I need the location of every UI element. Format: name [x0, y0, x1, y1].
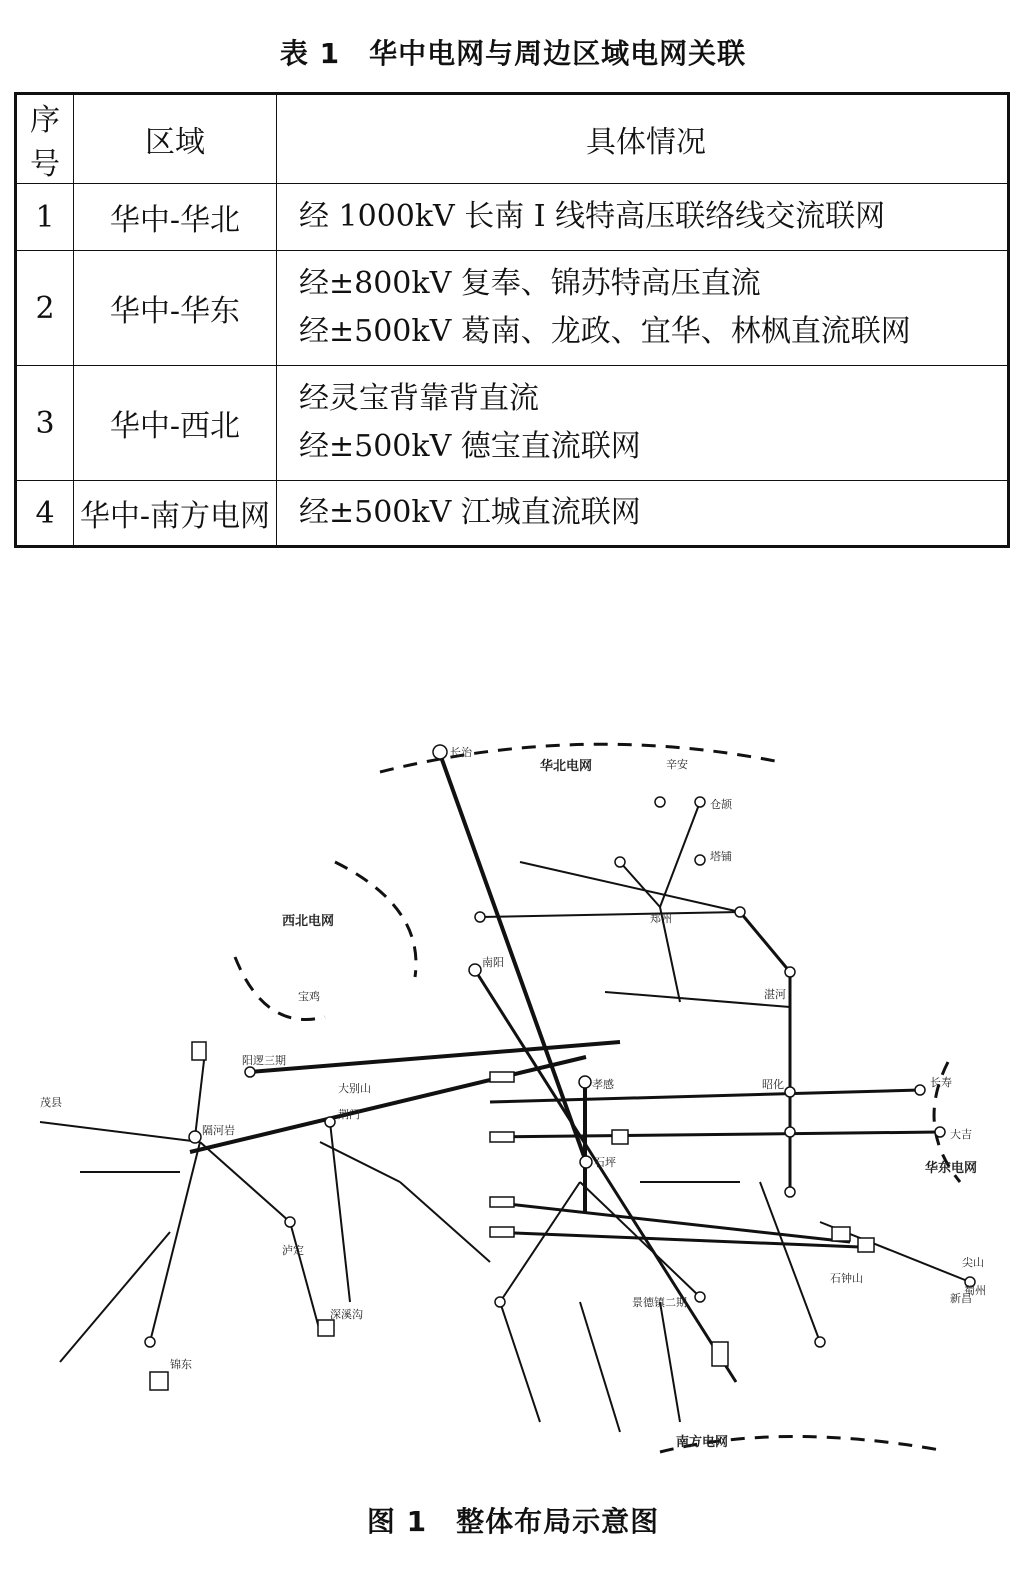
table-row [16, 366, 1009, 481]
station-labels [40, 746, 986, 1371]
detail-line: 经±500kV 德宝直流联网 [299, 429, 641, 464]
row-details [277, 366, 1009, 481]
station-label-huaxin: 尖山 [962, 1256, 984, 1269]
station-label-tanjiawan: 隔河岩 [202, 1124, 235, 1137]
table-caption: 表 1 华中电网与周边区域电网关联 [279, 37, 747, 70]
table-header-row [16, 94, 1009, 184]
station-label-xinzhou: 新昌 [950, 1292, 972, 1305]
row-details [277, 184, 1009, 251]
station-label-fengjing: 大吉 [950, 1128, 972, 1141]
interconnection-table [14, 92, 1010, 548]
station-label-nanchong: 阳逻三期 [242, 1054, 286, 1067]
row-region: 华中-西北 [74, 366, 277, 481]
station-label-wanxian: 大别山 [338, 1082, 371, 1095]
region-label-north: 华北电网 [540, 759, 593, 774]
transmission-lines [40, 754, 970, 1432]
station-label-jiangling: 石坪 [594, 1156, 616, 1169]
station-label-nanchang: 石钟山 [830, 1272, 863, 1285]
row-region: 华中-华东 [74, 251, 277, 366]
figure-caption: 图 1 整体布局示意图 [366, 1505, 660, 1538]
row-number: 4 [16, 481, 74, 547]
detail-line: 经±500kV 葛南、龙政、宜华、林枫直流联网 [299, 314, 911, 349]
station-label-cangjie: 仓颉 [710, 798, 732, 811]
station-label-hongou: 泸定 [282, 1244, 304, 1257]
row-region: 华中-南方电网 [74, 481, 277, 547]
station-label-changzhi: 长治 [450, 746, 472, 759]
station-label-jinping: 锦东 [170, 1358, 192, 1371]
grid-network-diagram [20, 742, 1006, 1462]
table-row [16, 184, 1009, 251]
region-label-east: 华东电网 [925, 1161, 978, 1176]
detail-line: 经±800kV 复奉、锦苏特高压直流 [299, 266, 761, 301]
station-label-nanyang: 南阳 [482, 956, 504, 969]
region-label-south: 南方电网 [676, 1435, 729, 1450]
region-label-northwest: 西北电网 [282, 914, 335, 929]
station-label-fulong: 深溪沟 [330, 1308, 363, 1321]
detail-line: 经 1000kV 长南 I 线特高压联络线交流联网 [299, 199, 886, 234]
station-label-baiji: 宝鸡 [298, 990, 320, 1003]
station-label-xinan: 辛安 [666, 758, 688, 771]
station-label-zhoukou: 湛河 [764, 988, 786, 1001]
station-label-maoergai: 茂县 [40, 1096, 62, 1109]
station-label-nanqiao: 蜀州 [964, 1284, 986, 1297]
station-label-tapu: 塔铺 [710, 850, 732, 863]
header-details: 具体情况 [277, 94, 1009, 184]
table-row [16, 481, 1009, 547]
row-details [277, 251, 1009, 366]
station-label-zhengzhou: 郑州 [650, 912, 672, 925]
row-number: 3 [16, 366, 74, 481]
table-row [16, 251, 1009, 366]
row-number: 1 [16, 184, 74, 251]
row-details [277, 481, 1009, 547]
detail-line: 经±500kV 江城直流联网 [299, 495, 641, 530]
station-label-xiaogan: 昭化 [762, 1078, 784, 1091]
station-label-changsha: 景德镇二期 [632, 1296, 687, 1309]
header-number: 序号 [16, 94, 74, 184]
station-label-changshou: 荆门 [338, 1108, 360, 1121]
station-label-zhengping: 长寿 [930, 1076, 952, 1089]
row-region: 华中-华北 [74, 184, 277, 251]
header-region: 区域 [74, 94, 277, 184]
station-label-jingmen: 孝感 [592, 1078, 614, 1091]
row-number: 2 [16, 251, 74, 366]
detail-line: 经灵宝背靠背直流 [299, 381, 539, 416]
